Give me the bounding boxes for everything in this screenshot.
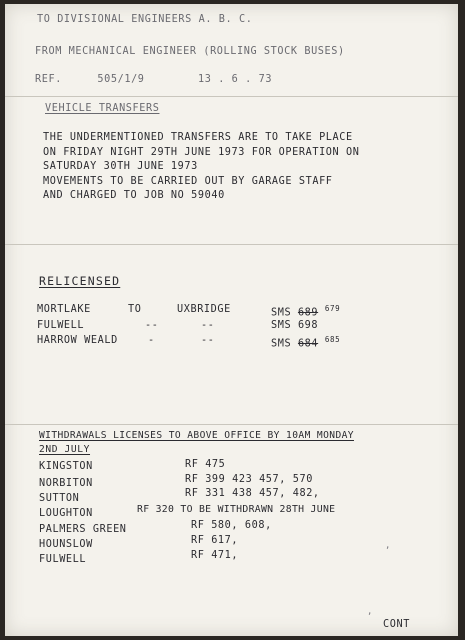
continued-note: CONT <box>383 619 410 630</box>
vehicle-class: SMS <box>271 338 292 350</box>
withdrawal-vehicles: RF 331 438 457, 482, <box>185 488 320 499</box>
withdrawal-vehicles: RF 617, <box>191 535 239 546</box>
section-heading-relicensed: RELICENSED <box>39 274 121 288</box>
transfer-line: ON FRIDAY NIGHT 29TH JUNE 1973 FOR OPERATION ON <box>43 147 360 158</box>
withdrawal-vehicles: RF 475 <box>185 459 226 470</box>
header-ref <box>35 74 272 86</box>
withdrawal-vehicles: RF 471, <box>191 550 239 561</box>
withdrawal-garage: LOUGHTON <box>39 508 93 519</box>
relicense-vehicle <box>271 304 340 318</box>
withdrawal-garage: NORBITON <box>39 478 93 489</box>
rule-line <box>5 424 458 425</box>
memo-page <box>5 4 458 636</box>
header-to: TO DIVISIONAL ENGINEERS A. B. C. <box>37 14 253 25</box>
struck-number: 684 <box>297 338 319 350</box>
corrected-number: 679 <box>324 304 341 313</box>
header-from: FROM MECHANICAL ENGINEER (ROLLING STOCK BUSES) <box>35 46 345 57</box>
withdrawal-garage: PALMERS GREEN <box>39 524 127 535</box>
relicense-to: -- <box>201 335 215 346</box>
ref-value: 505/1/9 <box>97 74 145 85</box>
relicense-to: UXBRIDGE <box>177 304 231 315</box>
relicense-vehicle <box>271 335 340 349</box>
withdrawal-vehicles: RF 320 TO BE WITHDRAWN 28TH JUNE <box>137 504 336 515</box>
withdrawal-garage: KINGSTON <box>39 461 93 472</box>
relicense-to-word: -- <box>145 320 159 331</box>
struck-number: 689 <box>297 307 319 319</box>
relicense-from: MORTLAKE <box>37 304 91 315</box>
withdrawal-vehicles: RF 580, 608, <box>191 520 272 531</box>
vehicle-class: SMS <box>271 307 292 319</box>
relicense-to-word: TO <box>128 304 142 315</box>
rule-line <box>5 96 458 97</box>
withdrawals-heading-date: 2ND JULY <box>39 444 91 455</box>
ref-label: REF. <box>35 74 62 85</box>
pen-mark: , <box>385 541 391 551</box>
pen-mark: , <box>367 607 373 617</box>
relicense-vehicle <box>271 320 318 331</box>
corrected-number: 685 <box>324 335 341 344</box>
vehicle-class: SMS <box>271 320 292 331</box>
transfer-line: SATURDAY 30TH JUNE 1973 <box>43 161 198 172</box>
vehicle-number: 698 <box>297 320 319 331</box>
relicense-from: FULWELL <box>37 320 85 331</box>
withdrawals-heading: WITHDRAWALS LICENSES TO ABOVE OFFICE BY 10AM MONDAY <box>39 430 354 441</box>
rule-line <box>5 244 458 245</box>
withdrawal-garage: HOUNSLOW <box>39 539 93 550</box>
withdrawal-garage: SUTTON <box>39 493 80 504</box>
withdrawal-garage: FULWELL <box>39 554 87 565</box>
relicense-from: HARROW WEALD <box>37 335 118 346</box>
relicense-to: -- <box>201 320 215 331</box>
withdrawal-vehicles: RF 399 423 457, 570 <box>185 474 313 485</box>
transfer-line: MOVEMENTS TO BE CARRIED OUT BY GARAGE STAFF <box>43 176 333 187</box>
transfer-line: THE UNDERMENTIONED TRANSFERS ARE TO TAKE PLACE <box>43 132 353 143</box>
transfer-line: AND CHARGED TO JOB NO 59040 <box>43 190 225 201</box>
memo-date: 13 . 6 . 73 <box>198 74 273 85</box>
section-heading-vehicle-transfers: VEHICLE TRANSFERS <box>45 103 160 114</box>
relicense-to-word: - <box>148 335 155 346</box>
